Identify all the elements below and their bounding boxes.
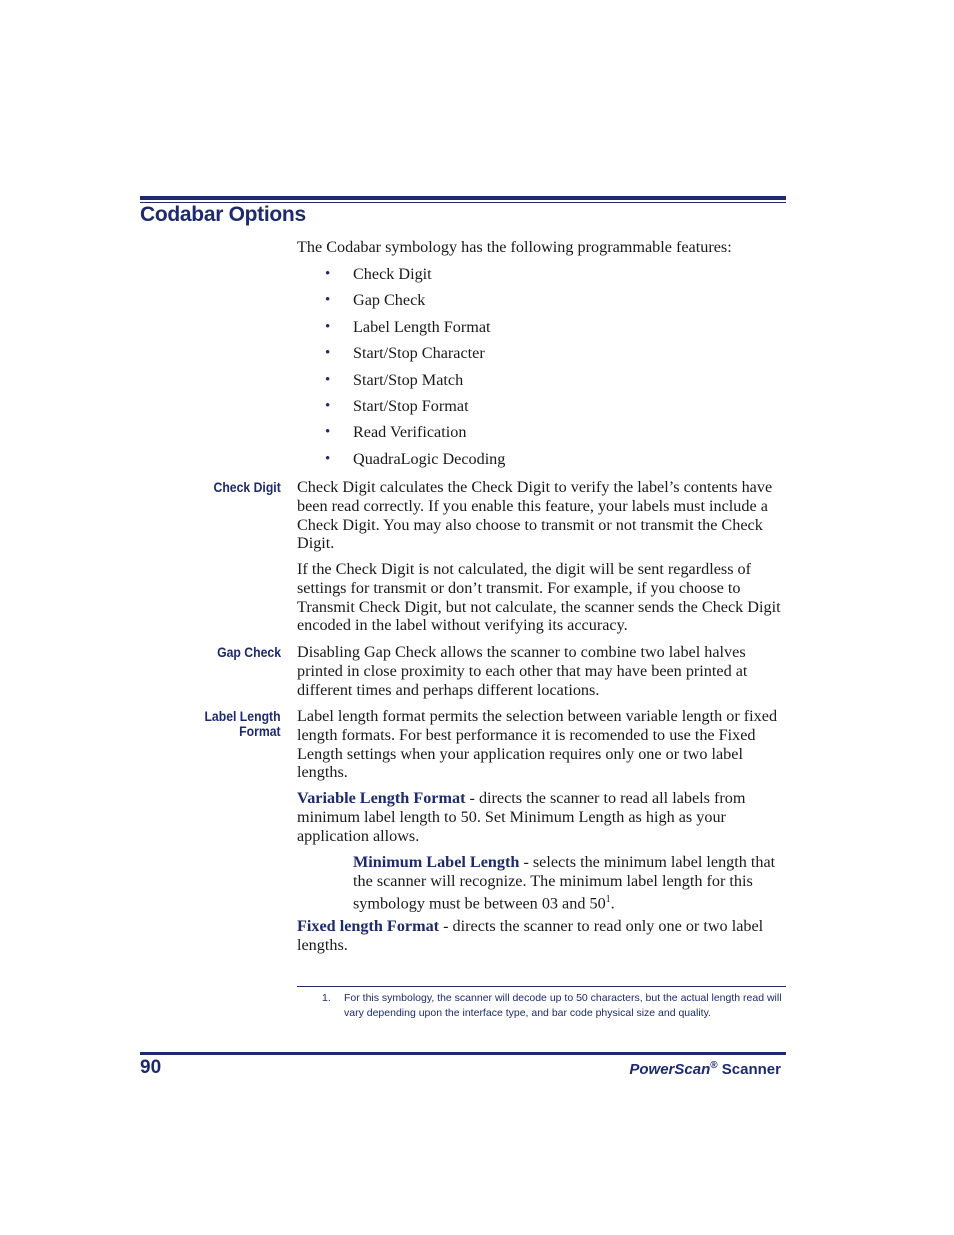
label-length-para: Label length format permits the selection between variable length or fixed length formats. For best performance it is recomended to use the Fixed Length settings when your application requires only one or two label lengths.	[297, 707, 778, 782]
bullet-icon: •	[325, 292, 331, 309]
footnote-ref: 1	[605, 893, 611, 905]
variable-length-text: - directs the scanner to read all labels from minimum label length to 50. Set Minimum Length as high as your application allows.	[297, 789, 746, 845]
intro-text: The Codabar symbology has the following programmable features:	[297, 238, 732, 256]
list-item: • Read Verification	[325, 423, 467, 442]
minimum-length-term: Minimum Label Length	[353, 853, 520, 871]
feature-list	[297, 264, 505, 475]
check-digit-para-2: If the Check Digit is not calculated, the digit will be sent regardless of settings for transmit or don’t transmit. For example, if you choose to Transmit Check Digit, but not calculate, the scanner sends the Check Digit encoded in the label without verifying its accuracy.	[297, 560, 781, 635]
page-number: 90	[140, 1057, 162, 1078]
bullet-icon: •	[325, 345, 331, 362]
footnote	[322, 991, 782, 1021]
label-length-heading-line-1: Label Length	[204, 709, 281, 724]
check-digit-heading: Check Digit	[213, 480, 281, 495]
gap-check-heading: Gap Check	[217, 645, 281, 660]
variable-length-term: Variable Length Format	[297, 789, 466, 807]
bullet-icon: •	[325, 424, 331, 441]
label-length-heading-line-2: Format	[239, 724, 281, 739]
running-footer	[629, 1060, 781, 1078]
bullet-icon: •	[325, 266, 331, 282]
footnote-number: 1.	[322, 992, 331, 1004]
minimum-length-para	[353, 853, 783, 913]
check-digit-para-1: Check Digit calculates the Check Digit to verify the label’s contents have been read correctly. If you enable this feature, your labels must include a Check Digit. You may also choose to transmit or not transmit the Check Digit.	[297, 478, 773, 553]
fixed-length-term: Fixed length Format	[297, 917, 440, 935]
list-item: • Gap Check	[325, 291, 426, 310]
list-item: • QuadraLogic Decoding	[325, 449, 506, 468]
bullet-icon: •	[325, 371, 331, 388]
minimum-length-text: - selects the minimum label length that the scanner will recognize. The minimum label length for this symbology must be between 03 and 50	[353, 853, 776, 912]
variable-length-para	[297, 789, 787, 845]
section-title: Codabar Options	[140, 203, 306, 226]
registered-mark: ®	[710, 1060, 718, 1071]
bullet-icon: •	[325, 397, 331, 414]
bullet-icon: •	[325, 450, 331, 467]
list-item: • Start/Stop Format	[325, 396, 469, 415]
label-length-heading	[205, 709, 281, 739]
product-name: PowerScan	[629, 1061, 711, 1078]
footnote-text: For this symbology, the scanner will decode up to 50 characters, but the actual length read will vary depending upon the interface type, and bar code physical size and quality.	[344, 992, 782, 1019]
list-item: • Check Digit	[325, 265, 432, 283]
product-suffix: Scanner	[717, 1061, 781, 1078]
fixed-length-text: - directs the scanner to read only one or two label lengths.	[297, 917, 764, 954]
list-item: • Start/Stop Character	[325, 344, 485, 363]
list-item: • Start/Stop Match	[325, 370, 464, 389]
minimum-length-end: .	[610, 893, 615, 912]
header-rule-thick	[140, 196, 786, 200]
bullet-icon: •	[325, 318, 331, 335]
list-item: • Label Length Format	[325, 317, 491, 336]
fixed-length-para	[297, 917, 787, 955]
footnote-rule	[297, 986, 786, 987]
gap-check-para: Disabling Gap Check allows the scanner to combine two label halves printed in close proximity to each other that may have been printed at different times and perhaps different locations.	[297, 643, 748, 699]
footer-rule	[140, 1052, 786, 1055]
